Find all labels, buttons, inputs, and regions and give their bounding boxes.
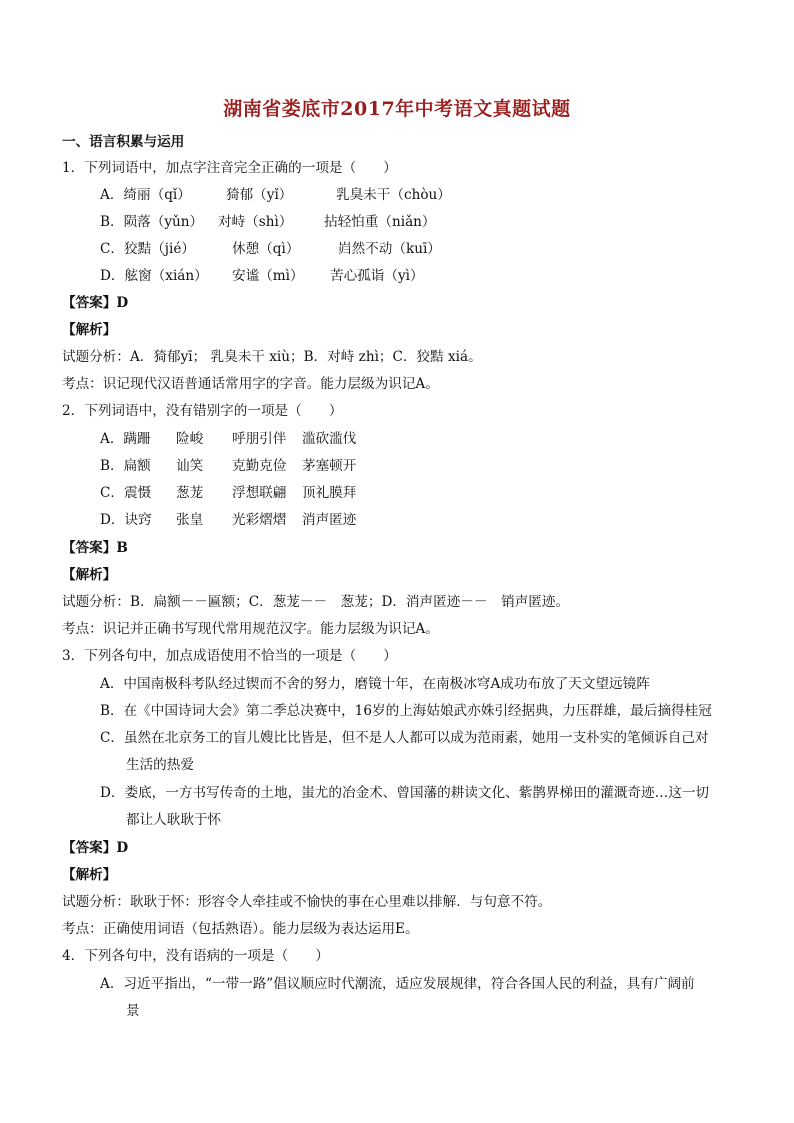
question-2-stem: 2．下列词语中，没有错别字的一项是（ ） [62, 403, 343, 419]
q2-option-b-word1: B．扁额 [100, 458, 151, 474]
q1-option-a-word3: 乳臭未干（chòu） [336, 187, 451, 203]
q2-option-d-word2: 张皇 [176, 512, 204, 528]
q2-option-a-word4: 滥砍滥伐 [302, 431, 357, 447]
question-1-stem: 1．下列词语中，加点字注音完全正确的一项是（ ） [62, 160, 397, 176]
q1-option-b-word3: 拈轻怕重（niǎn） [324, 214, 436, 230]
q1-answer: 【答案】D [62, 295, 129, 311]
question-4-stem: 4．下列各句中，没有语病的一项是（ ） [62, 948, 329, 964]
q1-option-d-word2: 安谧（mì） [232, 268, 304, 284]
q2-option-b-word4: 茅塞顿开 [302, 458, 357, 474]
q4-option-a-line1: A．习近平指出，“一带一路”倡议顺应时代潮流，适应发展规律，符合各国人民的利益，具有广阔前 [100, 976, 695, 992]
q3-analysis-label: 【解析】 [62, 867, 117, 883]
q1-option-a-word1: A．绮丽（qǐ） [100, 187, 191, 203]
q2-option-c-word4: 顶礼膜拜 [302, 485, 357, 501]
q1-option-d-word3: 苦心孤诣（yì） [330, 268, 424, 284]
q2-point: 考点：识记并正确书写现代常用规范汉字。能力层级为识记A。 [62, 621, 439, 637]
q3-option-b: B．在《中国诗词大会》第二季总决赛中，16岁的上海姑娘武亦姝引经据典，力压群雄，最后摘得桂冠 [100, 703, 712, 719]
section-heading: 一、语言积累与运用 [62, 134, 185, 150]
q2-option-a-word1: A．蹒跚 [100, 431, 151, 447]
q1-option-c-word2: 休憩（qì） [232, 241, 300, 257]
q1-option-b-word1: B．陨落（yǔn） [100, 214, 204, 230]
q2-answer: 【答案】B [62, 540, 128, 556]
q2-option-c-word2: 葱茏 [176, 485, 204, 501]
q1-point: 考点：识记现代汉语普通话常用字的字音。能力层级为识记A。 [62, 376, 439, 392]
q3-option-c-line2: 生活的热爱 [126, 757, 194, 773]
q2-option-a-word2: 险峻 [176, 431, 204, 447]
q2-option-b-word2: 讪笑 [176, 458, 204, 474]
q2-option-d-word4: 消声匿迹 [302, 512, 357, 528]
q2-option-c-word3: 浮想联翩 [232, 485, 287, 501]
q2-analysis: 试题分析：B．扁额－－匾额；C．葱茏－－ 葱茏；D．消声匿迹－－ 销声匿迹。 [62, 594, 570, 610]
q3-option-d-line2: 都让人耿耿于怀 [126, 812, 222, 828]
q2-option-b-word3: 克勤克俭 [232, 458, 287, 474]
q3-option-d-line1: D．娄底，一方书写传奇的土地，蚩尤的冶金术、曾国藩的耕读文化、紫鹊界梯田的灌溉奇迹…这一切 [100, 785, 710, 801]
q2-option-c-word1: C．震慑 [100, 485, 152, 501]
q2-option-d-word3: 光彩熠熠 [232, 512, 287, 528]
q2-option-d-word1: D．诀窍 [100, 512, 152, 528]
document-title: 湖南省娄底市2017年中考语文真题试题 [223, 98, 571, 120]
q3-option-c-line1: C．虽然在北京务工的盲儿嫂比比皆是，但不是人人都可以成为范雨素，她用一支朴实的笔倾诉自己对 [100, 730, 709, 746]
q1-analysis-label: 【解析】 [62, 322, 117, 338]
q2-analysis-label: 【解析】 [62, 567, 117, 583]
q3-point: 考点：正确使用词语（包括熟语）。能力层级为表达运用E。 [62, 921, 419, 937]
q3-option-a: A．中国南极科考队经过锲而不舍的努力，磨镜十年，在南极冰穹A成功布放了天文望远镜阵 [100, 676, 650, 692]
q1-option-b-word2: 对峙（shì） [218, 214, 293, 230]
q1-option-c-word3: 岿然不动（kuī） [338, 241, 441, 257]
q1-analysis: 试题分析：A．猗郁yī； 乳臭未干 xiù；B．对峙 zhì；C．狡黠 xiá。 [62, 349, 482, 365]
q1-option-a-word2: 猗郁（yǐ） [226, 187, 293, 203]
q3-analysis: 试题分析：耿耿于怀：形容令人牵挂或不愉快的事在心里难以排解．与句意不符。 [62, 894, 552, 910]
q1-option-c-word1: C．狡黠（jié） [100, 241, 195, 257]
q2-option-a-word3: 呼朋引伴 [232, 431, 287, 447]
question-3-stem: 3．下列各句中，加点成语使用不恰当的一项是（ ） [62, 648, 397, 664]
q4-option-a-line2: 景 [126, 1003, 140, 1019]
q1-option-d-word1: D．舷窗（xián） [100, 268, 208, 284]
q3-answer: 【答案】D [62, 840, 129, 856]
